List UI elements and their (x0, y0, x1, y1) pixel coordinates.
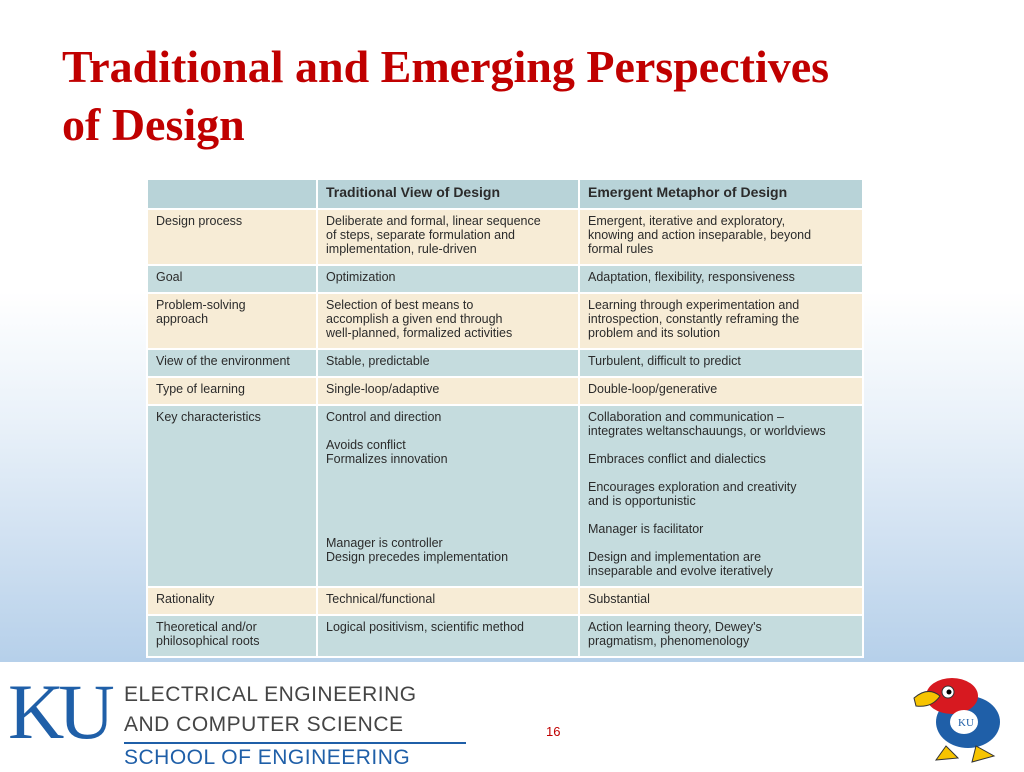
row-label: Problem-solving approach (147, 293, 317, 349)
ku-logo: KU (8, 668, 109, 755)
traditional-cell: Logical positivism, scientific method (317, 615, 579, 657)
table-row (147, 293, 863, 349)
traditional-cell: Stable, predictable (317, 349, 579, 377)
jayhawk-icon (906, 674, 1012, 764)
table-row (147, 265, 863, 293)
svg-text:KU: KU (958, 717, 974, 729)
traditional-cell: Selection of best means to accomplish a given end through well-planned, formalized activities (317, 293, 579, 349)
page-number: 16 (546, 724, 561, 739)
row-label: Key characteristics (147, 405, 317, 587)
table-row (147, 209, 863, 265)
slide-title-line-2: of Design (62, 99, 245, 150)
slide-title-line-1: Traditional and Emerging Perspectives (62, 41, 830, 92)
dept-line-1: ELECTRICAL ENGINEERING (124, 683, 417, 706)
emergent-cell: Turbulent, difficult to predict (579, 349, 863, 377)
row-label: View of the environment (147, 349, 317, 377)
emergent-cell: Collaboration and communication – integrates weltanschauungs, or worldviews Embraces conflict and dialectics Encourages exploration and creativity and is opportunistic Manager is facilitator Design and implementation are inseparable and evolve iteratively (579, 405, 863, 587)
traditional-cell: Optimization (317, 265, 579, 293)
emergent-cell: Action learning theory, Dewey's pragmatism, phenomenology (579, 615, 863, 657)
table-row (147, 349, 863, 377)
emergent-cell: Double-loop/generative (579, 377, 863, 405)
traditional-cell: Deliberate and formal, linear sequence of steps, separate formulation and implementation, rule-driven (317, 209, 579, 265)
row-label: Rationality (147, 587, 317, 615)
comparison-table (146, 178, 864, 658)
design-perspectives-table (146, 178, 862, 658)
header-corner (147, 179, 317, 209)
table-row (147, 615, 863, 657)
slide-title (62, 38, 962, 154)
emergent-cell: Emergent, iterative and exploratory, knowing and action inseparable, beyond formal rules (579, 209, 863, 265)
table-row (147, 405, 863, 587)
school-name: SCHOOL OF ENGINEERING (124, 742, 466, 772)
row-label: Type of learning (147, 377, 317, 405)
table-header-row (147, 179, 863, 209)
row-label: Theoretical and/or philosophical roots (147, 615, 317, 657)
emergent-cell: Substantial (579, 587, 863, 615)
table-row (147, 587, 863, 615)
department-name (124, 680, 466, 772)
traditional-cell: Technical/functional (317, 587, 579, 615)
traditional-cell: Control and direction Avoids conflict Formalizes innovation Manager is controller Design precedes implementation (317, 405, 579, 587)
row-label: Design process (147, 209, 317, 265)
header-emergent: Emergent Metaphor of Design (579, 179, 863, 209)
row-label: Goal (147, 265, 317, 293)
emergent-cell: Adaptation, flexibility, responsiveness (579, 265, 863, 293)
emergent-cell: Learning through experimentation and introspection, constantly reframing the problem and its solution (579, 293, 863, 349)
traditional-cell: Single-loop/adaptive (317, 377, 579, 405)
dept-line-2: AND COMPUTER SCIENCE (124, 713, 404, 736)
header-traditional: Traditional View of Design (317, 179, 579, 209)
table-row (147, 377, 863, 405)
